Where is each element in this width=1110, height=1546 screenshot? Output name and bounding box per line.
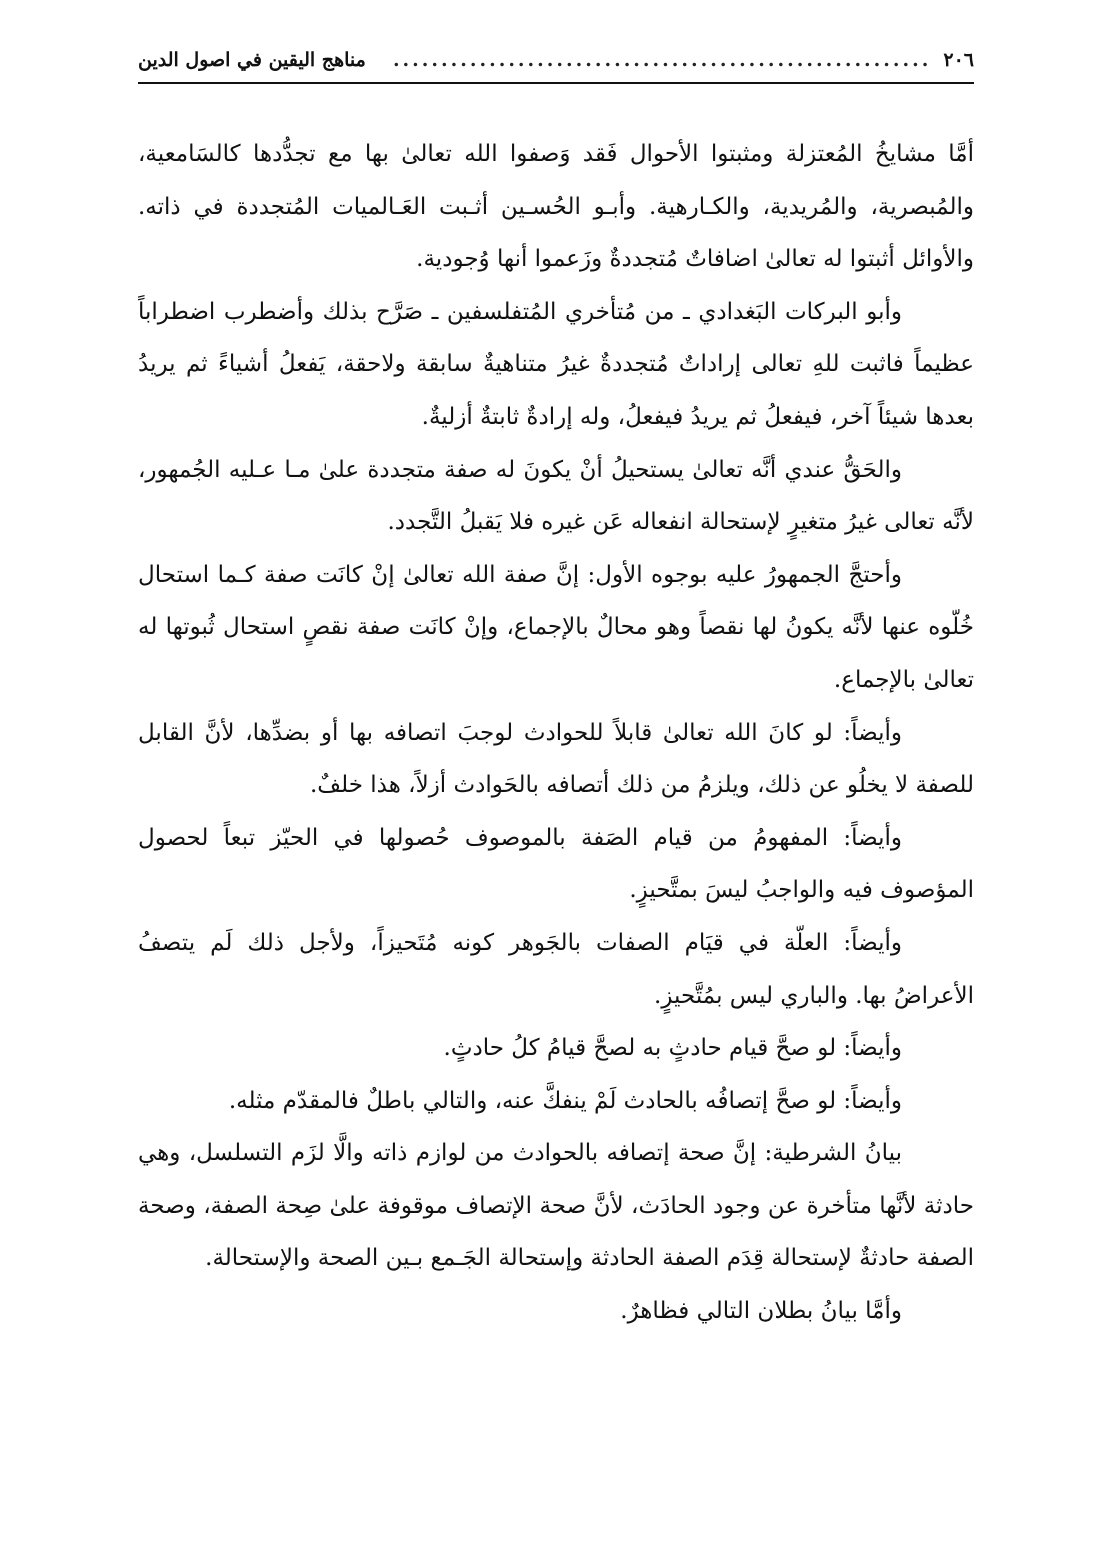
page-number: ٢٠٦ xyxy=(943,49,974,71)
paragraph: وأيضاً: العلّة في قيَام الصفات بالجَوهر كونه مُتَحيزاً، ولأجل ذلك لَم يتصفُ الأعراضُ بها. والباري ليس بمُتَّحيزٍ. xyxy=(138,929,974,1009)
paragraph: وأيضاً: لو كانَ الله تعالىٰ قابلاً للحوادث لوجبَ اتصافه بها أو بضدِّها، لأنَّ القابل للصفة لا يخلُو عن ذلك، ويلزمُ من ذلك أتصافه بالحَوادث أزلاً، هذا خلفٌ. xyxy=(138,719,974,799)
paragraph: وأحتجَّ الجمهورُ عليه بوجوه الأول: إنَّ صفة الله تعالىٰ إنْ كانَت صفة كـما استحال خُلّوه عنها لأنَّه يكونُ لها نقصاً وهو محالٌ بالإجماع، وإنْ كانَت صفة نقصٍ استحال ثُبوتها له تعالىٰ بالإجماع. xyxy=(138,561,974,693)
paragraph: أمَّا مشايخُ المُعتزلة ومثبتوا الأحوال فَقد وَصفوا الله تعالىٰ بها مع تجدُّدها كالسَامعية، والمُبصرية، والمُريدية، والكـارهية. وأبـو الحُسـين أثـبت العَـالميات المُتجددة في ذاته. والأوائل أثبتوا له تعالىٰ اضافاتٌ مُتجددةٌ وزَعموا أنها وُجودية. xyxy=(138,141,974,273)
paragraph: وأبو البركات البَغدادي ـ من مُتأخري المُتفلسفين ـ صَرَّح بذلك وأضطرب اضطراباً عظيماً فاثبت للهِ تعالى إراداتٌ مُتجددةٌ غيرُ متناهيةٌ سابقة ولاحقة، يَفعلُ أشياءً ثم يريدُ بعدها شيئاً آخر، فيفعلُ ثم يريدُ فيفعلُ، وله إرادةٌ ثابتةٌ أزليةٌ. xyxy=(138,298,974,430)
running-header xyxy=(138,40,974,80)
body-text xyxy=(138,128,974,1338)
header-rule xyxy=(138,82,974,84)
paragraph: وأمَّا بيانُ بطلان التالي فظاهرٌ. xyxy=(620,1298,902,1325)
paragraph: وأيضاً: لو صحَّ قيام حادثٍ به لصحَّ قيامُ كلُ حادثٍ. xyxy=(443,1035,902,1062)
paragraph: وأيضاً: المفهومُ من قيام الصَفة بالموصوف حُصولها في الحيّز تبعاً لحصول المؤصوف فيه والواجبُ ليسَ بمتَّحيزٍ. xyxy=(138,824,974,904)
paragraph: بيانُ الشرطية: إنَّ صحة إتصافه بالحوادث من لوازم ذاته والَّا لزَم التسلسل، وهي حادثة لأنَّها متأخرة عن وجود الحادَث، لأنَّ صحة الإتصاف موقوفة علىٰ صِحة الصفة، وصحة الصفة حادثةٌ لإستحالة قِدَم الصفة الحادثة وإستحالة الجَـمع بـين الصحة والإستحالة. xyxy=(138,1140,974,1272)
paragraph: والحَقُّ عندي أنَّه تعالىٰ يستحيلُ أنْ يكونَ له صفة متجددة علىٰ مـا عـليه الجُمهور، لأنَّه تعالى غيرُ متغيرٍ لإستحالة انفعاله عَن غيره فلا يَقبلُ التَّجدد. xyxy=(138,456,974,536)
header-leader-dots: ........................................................ xyxy=(392,49,932,71)
paragraph: وأيضاً: لو صحَّ إتصافُه بالحادث لَمْ ينفكَّ عنه، والتالي باطلٌ فالمقدّم مثله. xyxy=(228,1087,902,1114)
book-title: مناهج اليقين في اصول الدين xyxy=(138,49,366,71)
